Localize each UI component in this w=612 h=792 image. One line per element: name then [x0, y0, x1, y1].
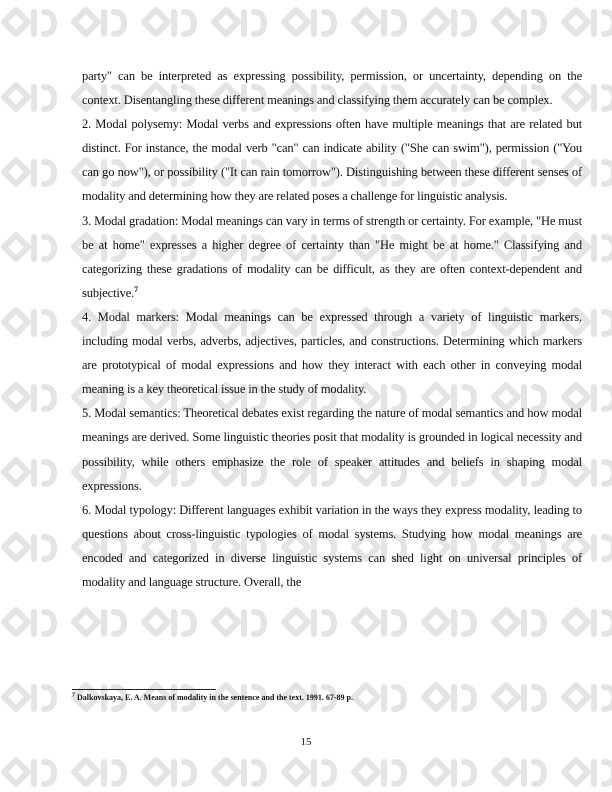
paragraph-modal-typology: 6. Modal typology: Different languages exhibit variation in the ways they express modality, leading to questions about cross-linguistic typologies of modal systems. Studying how modal meanings are encoded and categorized in diverse linguistic systems can shed light on universal principles of modality and language structure. Overall, the	[82, 502, 582, 589]
watermark-glyph	[4, 460, 54, 484]
watermark-glyph	[424, 10, 474, 34]
watermark-glyph	[284, 760, 334, 784]
page-number: 15	[300, 736, 312, 748]
paragraph-continuation: party" can be interpreted as expressing possibility, permission, or uncertainty, depending on the context. Disentangling these different meanings and classifying them accurately can be complex.	[82, 69, 582, 108]
paragraph-modal-gradation	[82, 209, 582, 305]
footnote	[72, 693, 572, 703]
watermark-glyph	[4, 610, 54, 634]
watermark-glyph	[4, 685, 54, 709]
watermark-glyph	[74, 10, 124, 34]
paragraph-modal-markers: 4. Modal markers: Modal meanings can be expressed through a variety of linguistic markers, including modal verbs, adverbs, adjectives, particles, and constructions. Determining which markers are prototypical of modal expressions and how they interact with each other in conveying modal meaning is a key theoretical issue in the study of modality.	[82, 309, 582, 397]
watermark-glyph	[494, 10, 544, 34]
watermark-glyph	[284, 610, 334, 634]
footnote-reference[interactable]: 7	[134, 284, 139, 294]
watermark-glyph	[214, 610, 264, 634]
watermark-glyph	[494, 610, 544, 634]
watermark-glyph	[354, 760, 404, 784]
watermark-glyph	[424, 760, 474, 784]
watermark-glyph	[494, 760, 544, 784]
watermark-glyph	[144, 610, 194, 634]
watermark-glyph	[354, 10, 404, 34]
watermark-glyph	[74, 760, 124, 784]
watermark-glyph	[4, 310, 54, 334]
watermark-glyph	[4, 235, 54, 259]
watermark-glyph	[74, 610, 124, 634]
watermark-glyph	[214, 760, 264, 784]
watermark-glyph	[564, 10, 612, 34]
footnote-divider	[72, 689, 216, 690]
watermark-glyph	[564, 610, 612, 634]
watermark-glyph	[4, 160, 54, 184]
paragraph-modal-polysemy: 2. Modal polysemy: Modal verbs and expressions often have multiple meanings that are related but distinct. For instance, the modal verb "can" can indicate ability ("She can swim"), permission ("You can go now"), or possibility ("It can rain tomorrow"). Distinguishing between these different senses of modality and determining how they are related poses a challenge for linguistic analysis.	[82, 117, 582, 204]
watermark-glyph	[284, 10, 334, 34]
watermark-glyph	[4, 10, 54, 34]
watermark-glyph	[214, 10, 264, 34]
footnote-marker: 7	[72, 692, 75, 699]
footnote-text: Dalkovskaya, E. A. Means of modality in the sentence and the text. 1991. 67-89 p.	[77, 693, 354, 702]
paragraph-modal-semantics: 5. Modal semantics: Theoretical debates exist regarding the nature of modal semantics and how modal meanings are derived. Some linguistic theories posit that modality is grounded in logical necessity and possibility, while others emphasize the role of speaker attitudes and beliefs in shaping modal expressions.	[82, 406, 582, 493]
watermark-glyph	[4, 760, 54, 784]
watermark-glyph	[4, 385, 54, 409]
watermark-glyph	[144, 760, 194, 784]
watermark-glyph	[4, 535, 54, 559]
body-text	[82, 64, 582, 594]
paragraph-text: 3. Modal gradation: Modal meanings can vary in terms of strength or certainty. For example, "He must be at home" expresses a higher degree of certainty than "He might be at home." Classifying and categorizing these gradations of modality can be difficult, as they are often context-dependent and subjective.	[82, 213, 582, 300]
watermark-glyph	[424, 610, 474, 634]
watermark-glyph	[144, 10, 194, 34]
watermark-glyph	[354, 610, 404, 634]
watermark-glyph	[4, 85, 54, 109]
watermark-glyph	[564, 760, 612, 784]
